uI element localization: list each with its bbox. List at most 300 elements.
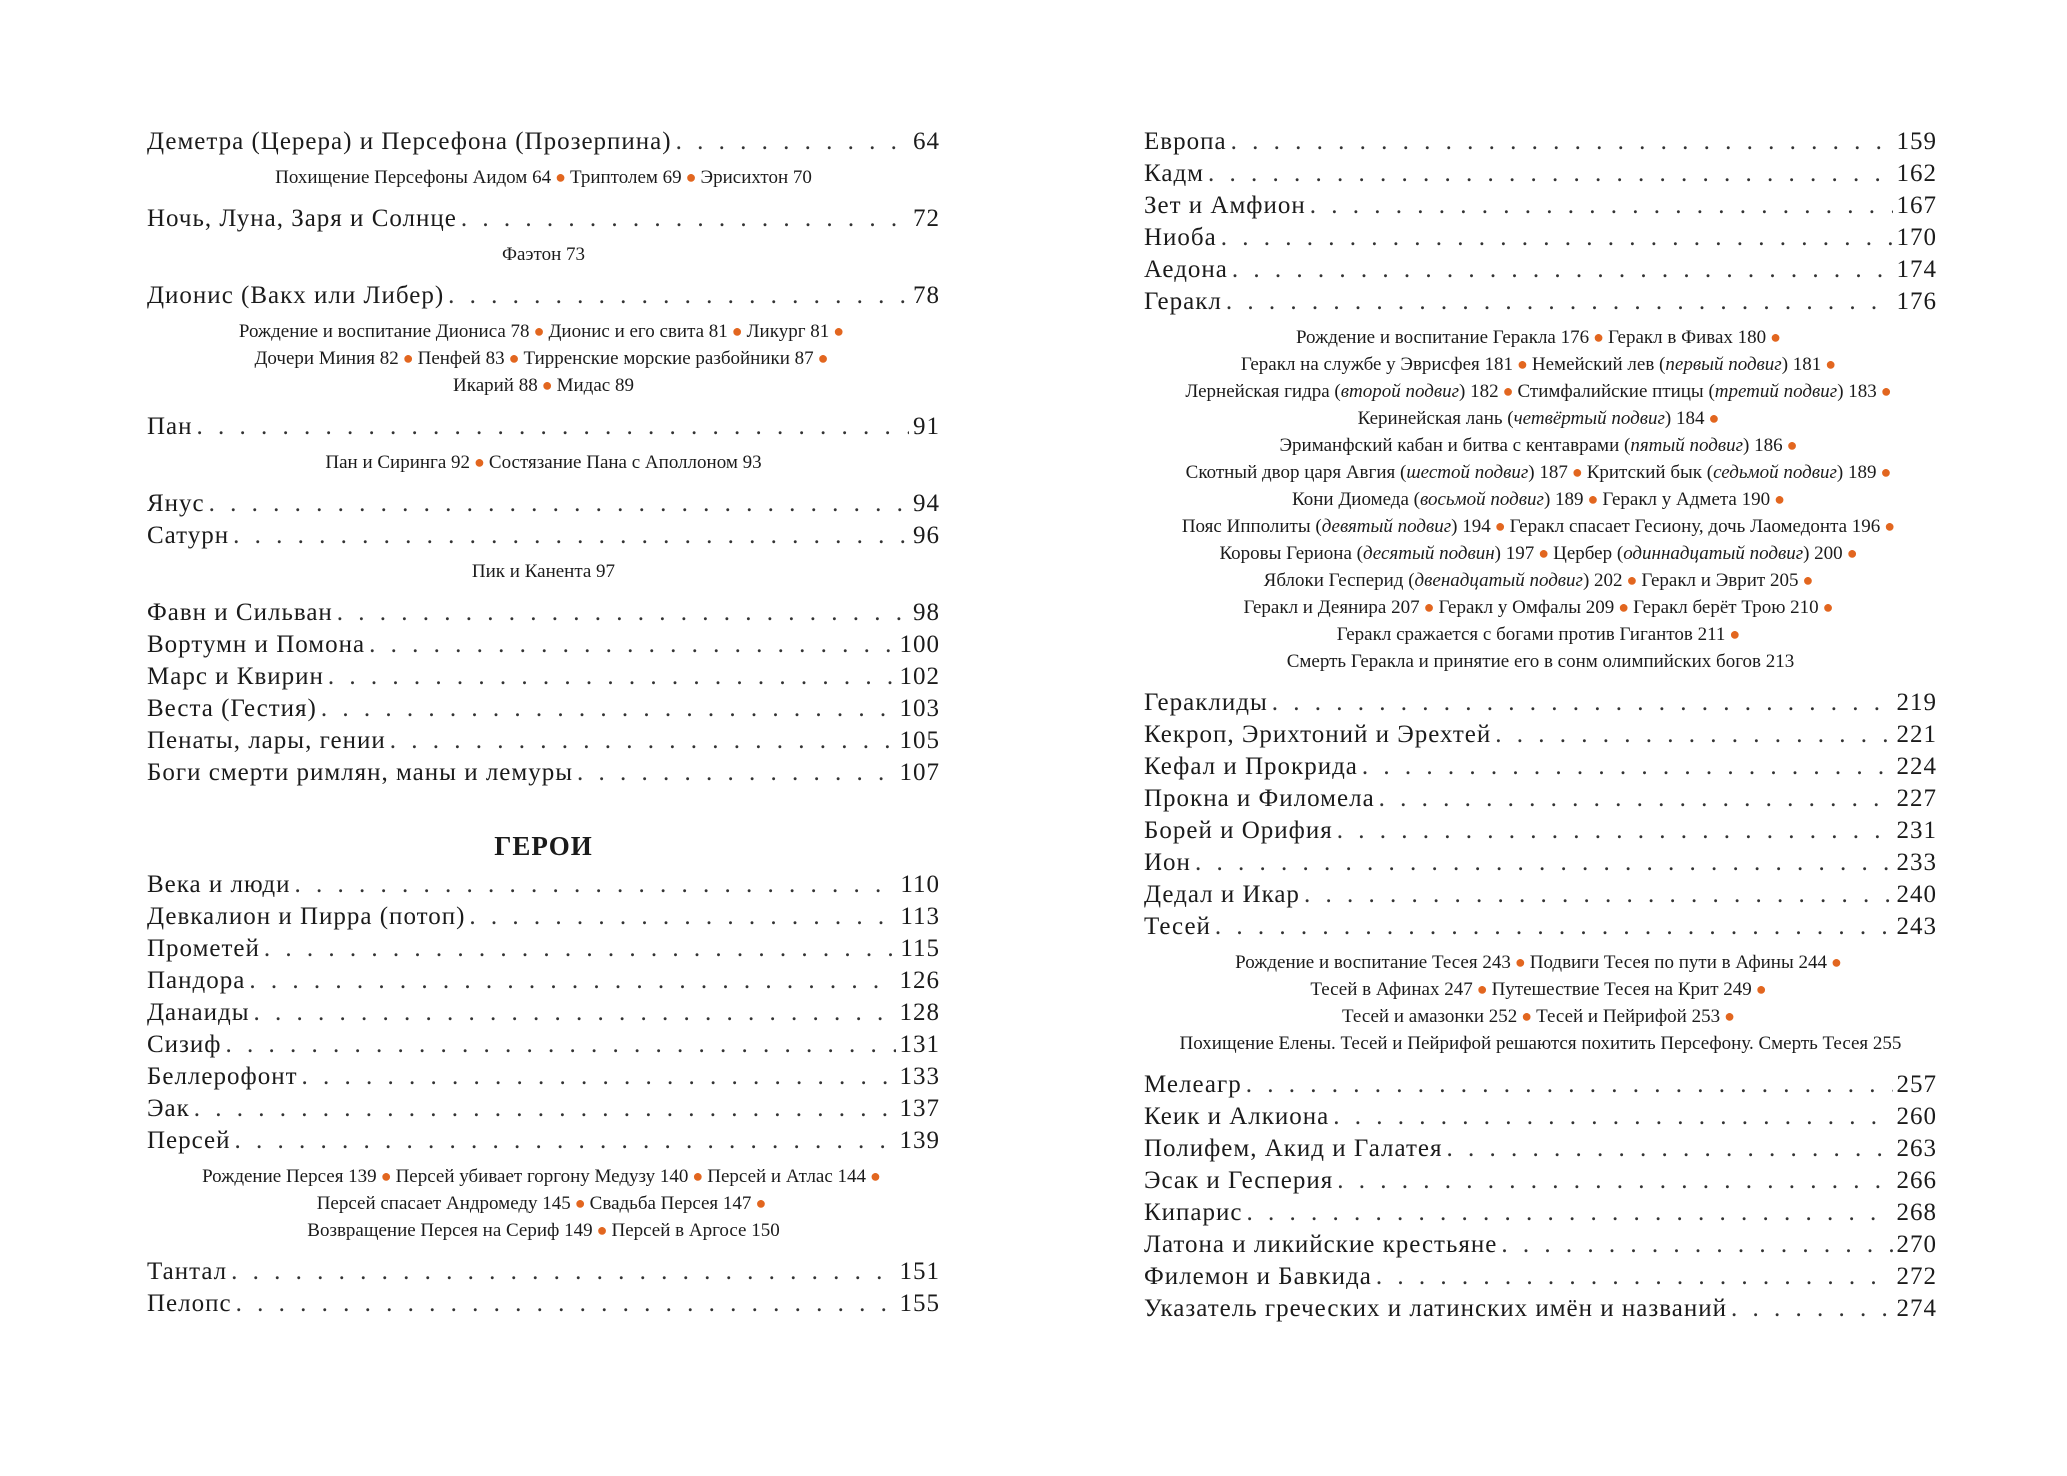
subtopic-line xyxy=(1144,405,1937,432)
subtopic: Фаэтон 73 xyxy=(501,244,586,265)
subtopic-line xyxy=(147,318,940,345)
bullet-dot-icon: ● xyxy=(533,321,545,341)
bullet-dot-icon: ● xyxy=(1786,435,1798,455)
toc-entry-page-number: 78 xyxy=(913,282,940,309)
subtopic: Дочери Миния 82 xyxy=(254,348,399,369)
subtopic: Критский бык (седьмой подвиг) 189 xyxy=(1586,462,1877,483)
bullet-dot-icon: ● xyxy=(1517,354,1528,374)
dot-leader xyxy=(1310,190,1893,222)
bullet-dot-icon: ● xyxy=(1880,462,1892,482)
bullet-dot-icon: ● xyxy=(555,167,566,187)
subtopic-list xyxy=(1144,324,1937,675)
toc-entry-page-number: 113 xyxy=(900,903,940,930)
dot-leader xyxy=(461,203,909,235)
toc-entry[interactable] xyxy=(1144,1069,1937,1101)
bullet-dot-icon: ● xyxy=(574,1193,586,1213)
dot-leader xyxy=(1215,911,1893,943)
subtopic: Икарий 88 xyxy=(453,375,538,396)
toc-entry[interactable] xyxy=(147,1256,940,1288)
toc-entry-title: Гераклиды xyxy=(1144,689,1268,716)
toc-entry-page-number: 167 xyxy=(1896,192,1937,219)
toc-entry-page-number: 110 xyxy=(900,871,940,898)
subtopic: Геракл берёт Трою 210 xyxy=(1633,597,1819,618)
toc-entry-page-number: 227 xyxy=(1896,785,1937,812)
toc-entry-page-number: 72 xyxy=(913,205,940,232)
toc-entry-page-number: 170 xyxy=(1896,224,1937,251)
toc-entry-title: Европа xyxy=(1144,128,1227,155)
toc-entry-page-number: 139 xyxy=(899,1127,940,1154)
toc-entry-title: Филемон и Бавкида xyxy=(1144,1263,1372,1290)
subtopic: Эрисихтон 70 xyxy=(700,167,812,188)
subtopic-line xyxy=(147,241,940,268)
subtopic-list xyxy=(147,1163,940,1244)
toc-entry[interactable] xyxy=(1144,783,1937,815)
subtopic-line xyxy=(1144,594,1937,621)
subtopic: Скотный двор царя Авгия (шестой подвиг) 187 xyxy=(1185,462,1568,483)
dot-leader xyxy=(321,693,896,725)
bullet-dot-icon: ● xyxy=(692,1166,704,1186)
toc-entry-title: Прометей xyxy=(147,935,260,962)
toc-entry-title: Пелопс xyxy=(147,1290,232,1317)
toc-entry[interactable] xyxy=(1144,158,1937,190)
toc-entry-title: Вортумн и Помона xyxy=(147,631,366,658)
subtopic-line xyxy=(1144,621,1937,648)
bullet-dot-icon: ● xyxy=(380,1166,392,1186)
toc-entry-page-number: 133 xyxy=(899,1063,940,1090)
toc-entry-title: Прокна и Филомела xyxy=(1144,785,1375,812)
bullet-dot-icon: ● xyxy=(1494,516,1506,536)
dot-leader xyxy=(448,280,909,312)
dot-leader xyxy=(295,869,897,901)
toc-entry-page-number: 243 xyxy=(1896,913,1937,940)
dot-leader xyxy=(1304,879,1893,911)
dot-leader xyxy=(1362,751,1893,783)
dot-leader xyxy=(264,933,897,965)
toc-entry[interactable] xyxy=(1144,911,1937,943)
dot-leader xyxy=(235,1125,896,1157)
dot-leader xyxy=(369,629,895,661)
subtopic: Рождение Персея 139 xyxy=(202,1166,377,1187)
bullet-dot-icon: ● xyxy=(870,1166,881,1186)
bullet-dot-icon: ● xyxy=(833,321,845,341)
subtopic: Коровы Гериона (десятый подвин) 197 xyxy=(1219,543,1535,564)
bullet-dot-icon: ● xyxy=(1618,597,1630,617)
subtopic: Свадьба Персея 147 xyxy=(589,1193,752,1214)
toc-entry-title: Кефал и Прокрида xyxy=(1144,753,1358,780)
subtopic-list xyxy=(147,558,940,585)
dot-leader xyxy=(1495,719,1892,751)
toc-entry-page-number: 107 xyxy=(899,759,940,786)
subtopic: Смерть Геракла и принятие его в сонм олимпийских богов 213 xyxy=(1286,651,1795,672)
subtopic: Рождение и воспитание Геракла 176 xyxy=(1295,327,1590,348)
toc-left-page xyxy=(147,126,940,1320)
toc-entry-page-number: 98 xyxy=(913,599,940,626)
toc-entry[interactable] xyxy=(1144,879,1937,911)
subtopic: Ликург 81 xyxy=(746,321,830,342)
section-heading: ГЕРОИ xyxy=(494,831,593,861)
toc-entry-title: Кипарис xyxy=(1144,1199,1243,1226)
toc-entry-title: Сизиф xyxy=(147,1031,222,1058)
subtopic-list xyxy=(147,318,940,399)
toc-entry-title: Геракл xyxy=(1144,288,1222,315)
bullet-dot-icon: ● xyxy=(1729,624,1741,644)
toc-entry-page-number: 221 xyxy=(1896,721,1937,748)
toc-entry-page-number: 233 xyxy=(1896,849,1937,876)
toc-entry[interactable] xyxy=(147,203,940,235)
toc-entry-page-number: 91 xyxy=(913,413,940,440)
toc-entry-page-number: 151 xyxy=(899,1258,940,1285)
subtopic: Геракл и Эврит 205 xyxy=(1641,570,1799,591)
toc-entry[interactable] xyxy=(1144,751,1937,783)
dot-leader xyxy=(390,725,896,757)
toc-entry-page-number: 260 xyxy=(1896,1103,1937,1130)
dot-leader xyxy=(1446,1133,1892,1165)
subtopic-list xyxy=(147,449,940,476)
toc-entry-page-number: 162 xyxy=(1896,160,1937,187)
toc-entry-title: Борей и Орифия xyxy=(1144,817,1333,844)
subtopic-line xyxy=(1144,1003,1937,1030)
subtopic: Персей спасает Андромеду 145 xyxy=(316,1193,571,1214)
bullet-dot-icon: ● xyxy=(1831,952,1842,972)
dot-leader xyxy=(469,901,896,933)
toc-entry-page-number: 270 xyxy=(1896,1231,1937,1258)
toc-entry[interactable] xyxy=(147,757,940,789)
toc-entry-title: Данаиды xyxy=(147,999,250,1026)
bullet-dot-icon: ● xyxy=(755,1193,767,1213)
toc-right-page xyxy=(1144,126,1937,1325)
bullet-dot-icon: ● xyxy=(1755,979,1767,999)
subtopic-line xyxy=(147,449,940,476)
toc-entry-title: Полифем, Акид и Галатея xyxy=(1144,1135,1443,1162)
subtopic-line xyxy=(147,1217,940,1244)
subtopic: Пик и Канента 97 xyxy=(471,561,616,582)
toc-entry-title: Указатель греческих и латинских имён и названий xyxy=(1144,1295,1727,1322)
toc-entry-page-number: 263 xyxy=(1896,1135,1937,1162)
subtopic: Пояс Ипполиты (девятый подвиг) 194 xyxy=(1181,516,1491,537)
toc-entry-page-number: 155 xyxy=(899,1290,940,1317)
dot-leader xyxy=(231,1256,895,1288)
toc-entry-title: Веста (Гестия) xyxy=(147,695,317,722)
toc-entry-page-number: 176 xyxy=(1896,288,1937,315)
toc-entry[interactable] xyxy=(1144,847,1937,879)
bullet-dot-icon: ● xyxy=(685,167,697,187)
subtopic: Пенфей 83 xyxy=(417,348,505,369)
toc-entry[interactable] xyxy=(147,1029,940,1061)
toc-entry[interactable] xyxy=(147,661,940,693)
toc-entry[interactable] xyxy=(147,1061,940,1093)
bullet-dot-icon: ● xyxy=(1770,327,1782,347)
dot-leader xyxy=(1226,286,1893,318)
dot-leader xyxy=(1208,158,1893,190)
bullet-dot-icon: ● xyxy=(731,321,743,341)
toc-entry-title: Ночь, Луна, Заря и Солнце xyxy=(147,205,457,232)
toc-entry-title: Сатурн xyxy=(147,522,230,549)
toc-entry[interactable] xyxy=(1144,1133,1937,1165)
toc-entry-title: Персей xyxy=(147,1127,231,1154)
bullet-dot-icon: ● xyxy=(1571,462,1583,482)
subtopic-line xyxy=(1144,378,1937,405)
toc-entry-page-number: 268 xyxy=(1896,1199,1937,1226)
subtopic: Персей и Атлас 144 xyxy=(707,1166,867,1187)
subtopic: Немейский лев (первый подвиг) 181 xyxy=(1531,354,1822,375)
toc-entry-title: Дионис (Вакх или Либер) xyxy=(147,282,445,309)
toc-entry[interactable] xyxy=(1144,222,1937,254)
toc-entry-page-number: 103 xyxy=(899,695,940,722)
dot-leader xyxy=(302,1061,896,1093)
dot-leader xyxy=(197,411,909,443)
subtopic-line xyxy=(1144,949,1937,976)
toc-entry-title: Эсак и Гесперия xyxy=(1144,1167,1334,1194)
toc-entry[interactable] xyxy=(147,901,940,933)
bullet-dot-icon: ● xyxy=(1626,570,1638,590)
dot-leader xyxy=(1376,1261,1893,1293)
toc-entry-page-number: 105 xyxy=(899,727,940,754)
toc-entry[interactable] xyxy=(1144,254,1937,286)
subtopic: Геракл сражается с богами против Гигантов 211 xyxy=(1336,624,1726,645)
bullet-dot-icon: ● xyxy=(1423,597,1435,617)
dot-leader xyxy=(209,488,909,520)
bullet-dot-icon: ● xyxy=(1708,408,1720,428)
toc-entry-page-number: 131 xyxy=(899,1031,940,1058)
dot-leader xyxy=(249,965,895,997)
toc-entry[interactable] xyxy=(1144,286,1937,318)
subtopic: Подвиги Тесея по пути в Афины 244 xyxy=(1529,952,1827,973)
toc-entry-title: Ниоба xyxy=(1144,224,1217,251)
subtopic-line xyxy=(1144,486,1937,513)
toc-entry[interactable] xyxy=(147,488,940,520)
dot-leader xyxy=(1247,1197,1893,1229)
bullet-dot-icon: ● xyxy=(1880,381,1892,401)
dot-leader xyxy=(1231,126,1893,158)
dot-leader xyxy=(1221,222,1893,254)
subtopic: Персей в Аргосе 150 xyxy=(611,1220,780,1241)
toc-entry-title: Беллерофонт xyxy=(147,1063,298,1090)
subtopic: Триптолем 69 xyxy=(569,167,682,188)
toc-entry-title: Кекроп, Эрихтоний и Эрехтей xyxy=(1144,721,1492,748)
toc-entry[interactable] xyxy=(147,693,940,725)
subtopic: Рождение и воспитание Диониса 78 xyxy=(238,321,530,342)
subtopic-line xyxy=(147,1190,940,1217)
subtopic: Похищение Персефоны Аидом 64 xyxy=(275,167,552,188)
subtopic: Лернейская гидра (второй подвиг) 182 xyxy=(1185,381,1499,402)
bullet-dot-icon: ● xyxy=(1846,543,1858,563)
subtopic: Состязание Пана с Аполлоном 93 xyxy=(488,452,762,473)
toc-entry-title: Янус xyxy=(147,490,205,517)
toc-entry[interactable] xyxy=(147,126,940,158)
toc-entry[interactable] xyxy=(147,629,940,661)
bullet-dot-icon: ● xyxy=(1822,597,1834,617)
dot-leader xyxy=(226,1029,896,1061)
toc-entry-page-number: 240 xyxy=(1896,881,1937,908)
subtopic-line xyxy=(1144,459,1937,486)
dot-leader xyxy=(328,661,896,693)
dot-leader xyxy=(1731,1293,1893,1325)
subtopic: Кони Диомеда (восьмой подвиг) 189 xyxy=(1292,489,1584,510)
toc-entry-page-number: 257 xyxy=(1896,1071,1937,1098)
toc-entry[interactable] xyxy=(147,997,940,1029)
toc-entry[interactable] xyxy=(147,1288,940,1320)
toc-entry[interactable] xyxy=(1144,1165,1937,1197)
subtopic-list xyxy=(147,241,940,268)
subtopic: Геракл на службе у Эврисфея 181 xyxy=(1240,354,1514,375)
toc-entry[interactable] xyxy=(1144,1101,1937,1133)
bullet-dot-icon: ● xyxy=(596,1220,608,1240)
toc-entry-title: Ион xyxy=(1144,849,1191,876)
toc-entry[interactable] xyxy=(1144,719,1937,751)
dot-leader xyxy=(1333,1101,1892,1133)
toc-entry[interactable] xyxy=(1144,126,1937,158)
dot-leader xyxy=(1337,1165,1892,1197)
toc-entry-title: Кеик и Алкиона xyxy=(1144,1103,1330,1130)
subtopic: Мидас 89 xyxy=(556,375,634,396)
bullet-dot-icon: ● xyxy=(1587,489,1599,509)
toc-entry-title: Аедона xyxy=(1144,256,1228,283)
toc-entry-page-number: 266 xyxy=(1896,1167,1937,1194)
subtopic: Стимфалийские птицы (третий подвиг) 183 xyxy=(1517,381,1877,402)
bullet-dot-icon: ● xyxy=(1538,543,1550,563)
dot-leader xyxy=(1232,254,1893,286)
toc-entry[interactable] xyxy=(147,280,940,312)
toc-entry[interactable] xyxy=(147,1093,940,1125)
toc-entry[interactable] xyxy=(1144,1261,1937,1293)
toc-entry-page-number: 174 xyxy=(1896,256,1937,283)
subtopic: Путешествие Тесея на Крит 249 xyxy=(1491,979,1752,1000)
subtopic-line xyxy=(1144,432,1937,459)
dot-leader xyxy=(676,126,909,158)
toc-entry[interactable] xyxy=(1144,190,1937,222)
toc-entry-page-number: 115 xyxy=(900,935,940,962)
subtopic-line xyxy=(147,345,940,372)
subtopic-list xyxy=(147,164,940,191)
subtopic-line xyxy=(1144,540,1937,567)
toc-entry-title: Пандора xyxy=(147,967,246,994)
toc-entry-title: Деметра (Церера) и Персефона (Прозерпина) xyxy=(147,128,672,155)
toc-entry-page-number: 224 xyxy=(1896,753,1937,780)
subtopic-line xyxy=(147,1163,940,1190)
subtopic-line xyxy=(1144,513,1937,540)
subtopic: Геракл у Омфалы 209 xyxy=(1438,597,1615,618)
subtopic: Тесей в Афинах 247 xyxy=(1310,979,1473,1000)
bullet-dot-icon: ● xyxy=(1825,354,1837,374)
dot-leader xyxy=(337,597,909,629)
toc-entry[interactable] xyxy=(147,965,940,997)
subtopic: Тирренские морские разбойники 87 xyxy=(523,348,814,369)
toc-entry-title: Пенаты, лары, гении xyxy=(147,727,386,754)
toc-entry[interactable] xyxy=(147,411,940,443)
toc-entry[interactable] xyxy=(1144,687,1937,719)
toc-entry-title: Кадм xyxy=(1144,160,1204,187)
toc-entry-title: Зет и Амфион xyxy=(1144,192,1306,219)
subtopic: Дионис и его свита 81 xyxy=(548,321,728,342)
toc-entry-title: Мелеагр xyxy=(1144,1071,1242,1098)
subtopic-line xyxy=(147,372,940,399)
bullet-dot-icon: ● xyxy=(541,375,553,395)
subtopic-line xyxy=(1144,567,1937,594)
toc-entry-title: Марс и Квирин xyxy=(147,663,324,690)
subtopic: Геракл спасает Гесиону, дочь Лаомедонта 196 xyxy=(1509,516,1881,537)
subtopic: Тесей и амазонки 252 xyxy=(1342,1006,1518,1027)
toc-entry[interactable] xyxy=(147,933,940,965)
dot-leader xyxy=(577,757,895,789)
toc-entry[interactable] xyxy=(147,520,940,552)
bullet-dot-icon: ● xyxy=(1521,1006,1533,1026)
subtopic-line xyxy=(1144,1030,1937,1057)
bullet-dot-icon: ● xyxy=(402,348,414,368)
toc-entry-title: Эак xyxy=(147,1095,190,1122)
dot-leader xyxy=(236,1288,896,1320)
toc-entry-page-number: 128 xyxy=(899,999,940,1026)
bullet-dot-icon: ● xyxy=(1724,1006,1735,1026)
subtopic-line xyxy=(147,558,940,585)
subtopic: Пан и Сиринга 92 xyxy=(325,452,471,473)
bullet-dot-icon: ● xyxy=(1884,516,1896,536)
toc-entry-page-number: 94 xyxy=(913,490,940,517)
subtopic: Геракл у Адмета 190 xyxy=(1602,489,1771,510)
dot-leader xyxy=(254,997,896,1029)
subtopic-line xyxy=(1144,648,1937,675)
subtopic-list xyxy=(1144,949,1937,1057)
dot-leader xyxy=(1379,783,1893,815)
bullet-dot-icon: ● xyxy=(1514,952,1526,972)
toc-entry-page-number: 64 xyxy=(913,128,940,155)
toc-entry-title: Дедал и Икар xyxy=(1144,881,1300,908)
bullet-dot-icon: ● xyxy=(1502,381,1514,401)
subtopic: Геракл и Деянира 207 xyxy=(1243,597,1420,618)
subtopic: Геракл в Фивах 180 xyxy=(1607,327,1767,348)
toc-entry[interactable] xyxy=(1144,1197,1937,1229)
toc-entry-title: Латона и ликийские крестьяне xyxy=(1144,1231,1498,1258)
toc-entry[interactable] xyxy=(147,597,940,629)
dot-leader xyxy=(1195,847,1893,879)
toc-entry-page-number: 126 xyxy=(899,967,940,994)
subtopic: Яблоки Гесперид (двенадцатый подвиг) 202 xyxy=(1263,570,1623,591)
toc-entry[interactable] xyxy=(1144,1229,1937,1261)
bullet-dot-icon: ● xyxy=(1476,979,1488,999)
subtopic: Персей убивает горгону Медузу 140 xyxy=(395,1166,689,1187)
dot-leader xyxy=(1337,815,1893,847)
dot-leader xyxy=(1501,1229,1892,1261)
toc-entry[interactable] xyxy=(1144,815,1937,847)
toc-entry-title: Тесей xyxy=(1144,913,1211,940)
toc-entry-page-number: 272 xyxy=(1896,1263,1937,1290)
toc-entry-title: Века и люди xyxy=(147,871,291,898)
toc-entry[interactable] xyxy=(1144,1293,1937,1325)
toc-entry-title: Пан xyxy=(147,413,193,440)
bullet-dot-icon: ● xyxy=(1593,327,1604,347)
bullet-dot-icon: ● xyxy=(1802,570,1814,590)
toc-entry-page-number: 137 xyxy=(899,1095,940,1122)
toc-entry-title: Боги смерти римлян, маны и лемуры xyxy=(147,759,574,786)
toc-entry[interactable] xyxy=(147,725,940,757)
dot-leader xyxy=(194,1093,896,1125)
toc-entry-page-number: 100 xyxy=(899,631,940,658)
dot-leader xyxy=(1246,1069,1893,1101)
subtopic-line xyxy=(1144,976,1937,1003)
subtopic: Возвращение Персея на Сериф 149 xyxy=(307,1220,593,1241)
toc-entry-page-number: 159 xyxy=(1896,128,1937,155)
subtopic: Похищение Елены. Тесей и Пейрифой решаются похитить Персефону. Смерть Тесея 255 xyxy=(1179,1033,1902,1054)
dot-leader xyxy=(233,520,909,552)
subtopic-line xyxy=(1144,351,1937,378)
toc-entry[interactable] xyxy=(147,869,940,901)
dot-leader xyxy=(1272,687,1893,719)
toc-entry-title: Фавн и Сильван xyxy=(147,599,333,626)
subtopic: Керинейская лань (четвёртый подвиг) 184 xyxy=(1357,408,1705,429)
bullet-dot-icon: ● xyxy=(817,348,829,368)
toc-entry-title: Девкалион и Пирра (потоп) xyxy=(147,903,466,930)
bullet-dot-icon: ● xyxy=(1774,489,1785,509)
toc-entry[interactable] xyxy=(147,1125,940,1157)
